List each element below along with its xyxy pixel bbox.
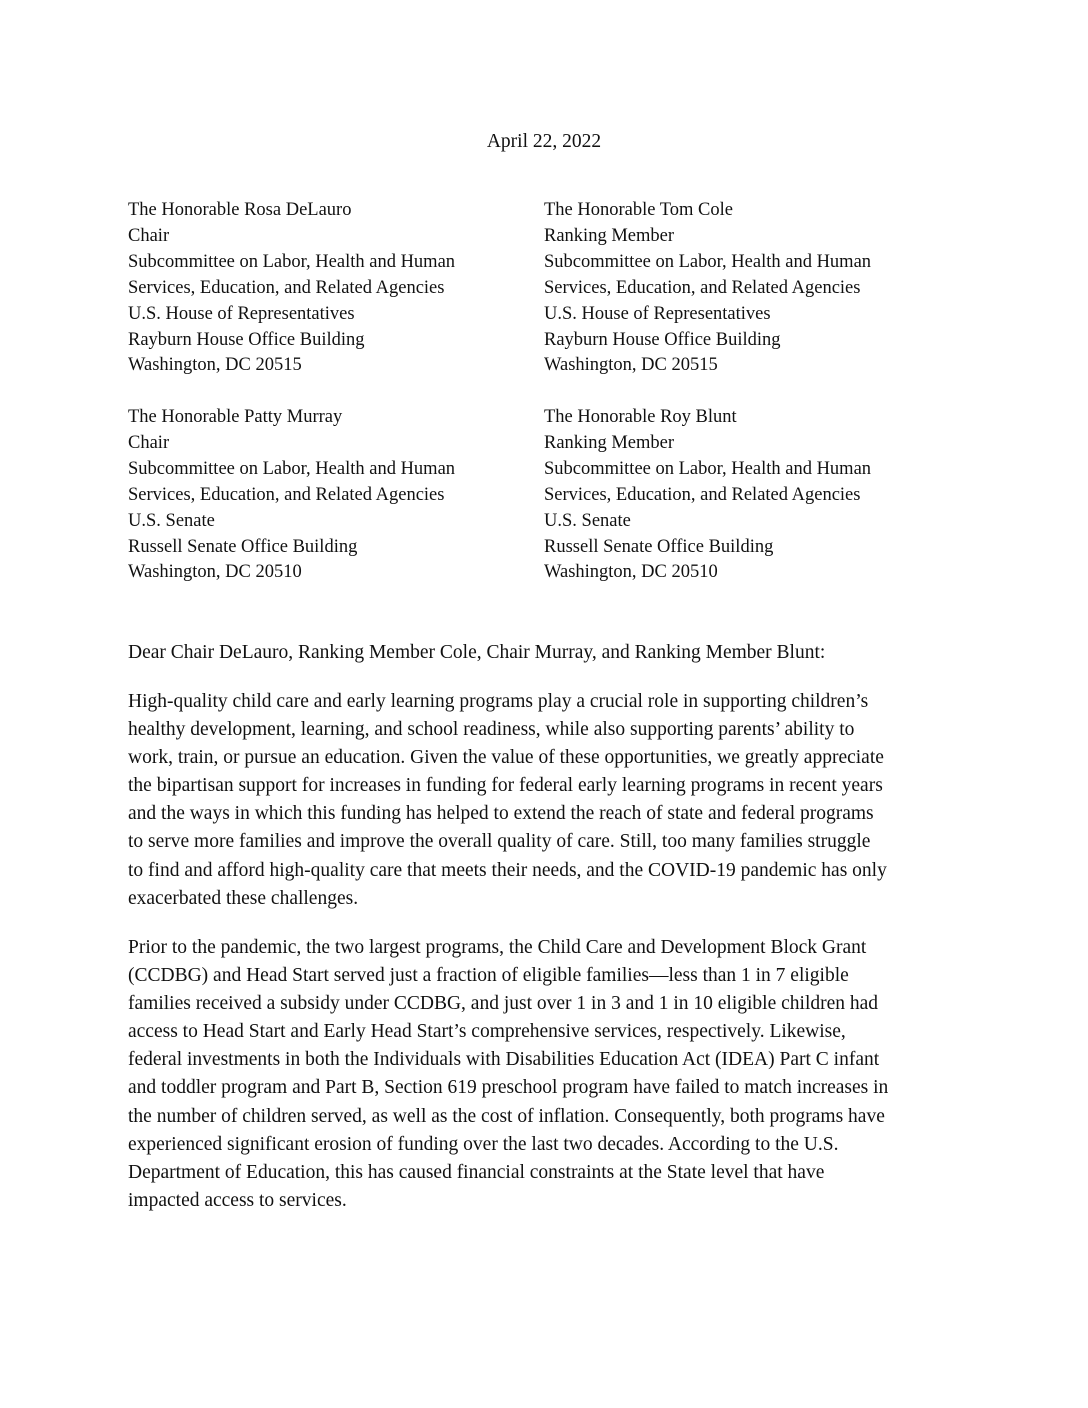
addressee-senate-chair bbox=[128, 405, 528, 586]
addressee-building: Rayburn House Office Building bbox=[128, 329, 365, 350]
addressee-city: Washington, DC 20510 bbox=[544, 562, 718, 583]
paragraph-line: Department of Education, this has caused financial constraints at the State level that have bbox=[128, 1161, 825, 1183]
addressee-committee-line-2: Services, Education, and Related Agencies bbox=[128, 277, 445, 298]
paragraph-line: the bipartisan support for increases in funding for federal early learning programs in recent years bbox=[128, 775, 883, 797]
paragraph-line: access to Head Start and Early Head Start’s comprehensive services, respectively. Likewise, bbox=[128, 1021, 846, 1043]
paragraph-line: the number of children served, as well as the cost of inflation. Consequently, both programs have bbox=[128, 1105, 885, 1127]
letter-date: April 22, 2022 bbox=[486, 131, 602, 152]
addressee-title: Chair bbox=[128, 432, 170, 453]
addressee-chamber: U.S. House of Representatives bbox=[544, 303, 771, 324]
paragraph-line: Prior to the pandemic, the two largest programs, the Child Care and Development Block Grant bbox=[128, 937, 867, 958]
salutation: Dear Chair DeLauro, Ranking Member Cole, Chair Murray, and Ranking Member Blunt: bbox=[128, 642, 826, 663]
paragraph-line: to find and afford high-quality care that meets their needs, and the COVID-19 pandemic has only bbox=[128, 859, 887, 881]
addressee-title: Ranking Member bbox=[544, 225, 674, 246]
addressee-committee-line-2: Services, Education, and Related Agencies bbox=[544, 277, 861, 298]
body-paragraph-1 bbox=[128, 688, 964, 913]
addressee-title: Chair bbox=[128, 225, 170, 246]
addressee-chamber: U.S. Senate bbox=[128, 510, 215, 531]
addressee-name: The Honorable Patty Murray bbox=[128, 407, 343, 427]
addressee-building: Rayburn House Office Building bbox=[544, 329, 781, 350]
addressee-name: The Honorable Roy Blunt bbox=[544, 407, 737, 427]
paragraph-line: to serve more families and improve the overall quality of care. Still, too many families struggle bbox=[128, 831, 871, 853]
paragraph-line: impacted access to services. bbox=[128, 1189, 347, 1211]
paragraph-line: families received a subsidy under CCDBG, and just over 1 in 3 and 1 in 10 eligible children had bbox=[128, 993, 879, 1015]
addressee-building: Russell Senate Office Building bbox=[128, 536, 358, 557]
paragraph-line: experienced significant erosion of funding over the last two decades. According to the U.S. bbox=[128, 1133, 839, 1155]
addressee-city: Washington, DC 20515 bbox=[128, 355, 302, 376]
addressee-committee-line-1: Subcommittee on Labor, Health and Human bbox=[544, 251, 872, 272]
addressee-city: Washington, DC 20510 bbox=[128, 562, 302, 583]
body-paragraph-2 bbox=[128, 934, 964, 1215]
paragraph-line: High-quality child care and early learning programs play a crucial role in supporting children’s bbox=[128, 691, 869, 712]
paragraph-line: and toddler program and Part B, Section 619 preschool program have failed to match increases in bbox=[128, 1077, 889, 1099]
paragraph-line: (CCDBG) and Head Start served just a fraction of eligible families—less than 1 in 7 eligible bbox=[128, 965, 849, 987]
addressee-building: Russell Senate Office Building bbox=[544, 536, 774, 557]
paragraph-line: and the ways in which this funding has helped to extend the reach of state and federal programs bbox=[128, 803, 874, 825]
addressee-chamber: U.S. House of Representatives bbox=[128, 303, 355, 324]
paragraph-line: exacerbated these challenges. bbox=[128, 887, 359, 909]
paragraph-line: federal investments in both the Individuals with Disabilities Education Act (IDEA) Part C infant bbox=[128, 1049, 880, 1071]
addressee-committee-line-1: Subcommittee on Labor, Health and Human bbox=[544, 458, 872, 479]
addressee-committee-line-2: Services, Education, and Related Agencies bbox=[544, 484, 861, 505]
addressee-senate-ranking-member bbox=[544, 405, 944, 586]
addressee-chamber: U.S. Senate bbox=[544, 510, 631, 531]
addressee-title: Ranking Member bbox=[544, 432, 674, 453]
addressee-name: The Honorable Tom Cole bbox=[544, 200, 733, 220]
addressee-city: Washington, DC 20515 bbox=[544, 355, 718, 376]
addressee-name: The Honorable Rosa DeLauro bbox=[128, 200, 352, 220]
paragraph-line: work, train, or pursue an education. Given the value of these opportunities, we greatly appreciate bbox=[128, 747, 884, 769]
addressee-house-chair bbox=[128, 198, 528, 379]
addressee-committee-line-1: Subcommittee on Labor, Health and Human bbox=[128, 458, 456, 479]
paragraph-line: healthy development, learning, and school readiness, while also supporting parents’ ability to bbox=[128, 719, 855, 741]
addressee-committee-line-1: Subcommittee on Labor, Health and Human bbox=[128, 251, 456, 272]
addressee-committee-line-2: Services, Education, and Related Agencies bbox=[128, 484, 445, 505]
addressee-house-ranking-member bbox=[544, 198, 944, 379]
